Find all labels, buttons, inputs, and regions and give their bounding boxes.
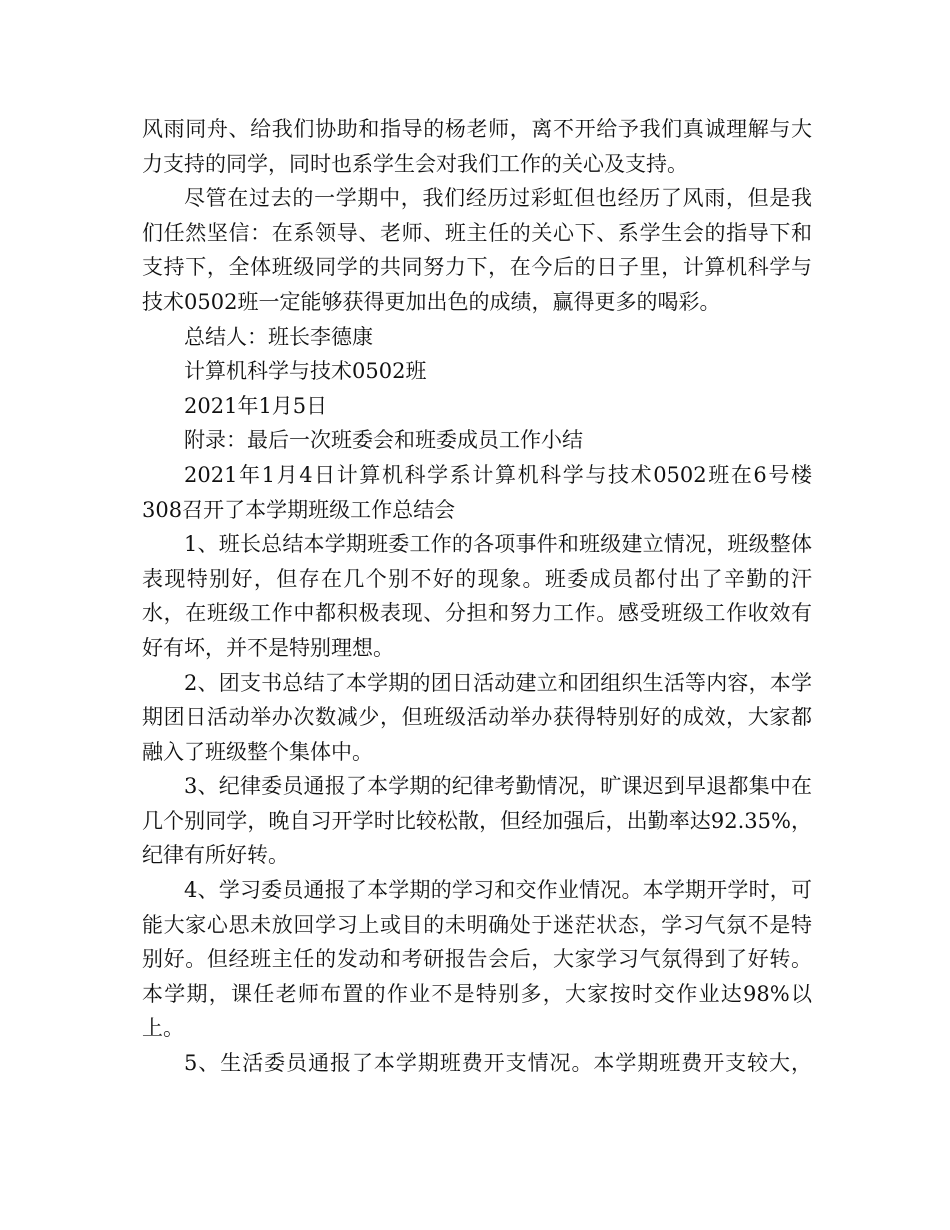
paragraph-item-4: 4、学习委员通报了本学期的学习和交作业情况。本学期开学时，可能大家心思未放回学习上或目的未明确处于迷茫状态，学习气氛不是特别好。但经班主任的发动和考研报告会后，大家学习气氛得到了好转。本学期，课任老师布置的作业不是特别多，大家按时交作业达98%以上。 — [142, 878, 812, 1041]
paragraph-item-3: 3、纪律委员通报了本学期的纪律考勤情况，旷课迟到早退都集中在几个别同学，晚自习开学时比较松散，但经加强后，出勤率达92.35%，纪律有所好转。 — [142, 774, 812, 868]
paragraph-date: 2021年1月5日 — [184, 393, 328, 418]
paragraph-1: 风雨同舟、给我们协助和指导的杨老师，离不开给予我们真诚理解与大力支持的同学，同时也系学生会对我们工作的关心及支持。 — [142, 117, 812, 176]
paragraph-2: 尽管在过去的一学期中，我们经历过彩虹但也经历了风雨，但是我们任然坚信：在系领导、老师、班主任的关心下、系学生会的指导下和支持下，全体班级同学的共同努力下，在今后的日子里，计算机科学与技术0502班一定能够获得更加出色的成绩，赢得更多的喝彩。 — [142, 186, 812, 314]
paragraph-item-1: 1、班长总结本学期班委工作的各项事件和班级建立情况，班级整体表现特别好，但存在几个别不好的现象。班委成员都付出了辛勤的汗水，在班级工作中都积极表现、分担和努力工作。感受班级工作收效有好有坏，并不是特别理想。 — [142, 532, 812, 660]
paragraph-appendix-title: 附录：最后一次班委会和班委成员工作小结 — [184, 428, 583, 453]
paragraph-item-2: 2、团支书总结了本学期的团日活动建立和团组织生活等内容，本学期团日活动举办次数减少，但班级活动举办获得特别好的成效，大家都融入了班级整个集体中。 — [142, 670, 812, 764]
paragraph-item-5: 5、生活委员通报了本学期班费开支情况。本学期班费开支较大， — [184, 1051, 812, 1076]
paragraph-class-name: 计算机科学与技术0502班 — [184, 359, 427, 384]
paragraph-meeting-intro: 2021年1月4日计算机科学系计算机科学与技术0502班在6号楼308召开了本学期班级工作总结会 — [142, 462, 812, 522]
document-body — [142, 112, 812, 1081]
paragraph-summarizer: 总结人：班长李德康 — [184, 324, 373, 349]
